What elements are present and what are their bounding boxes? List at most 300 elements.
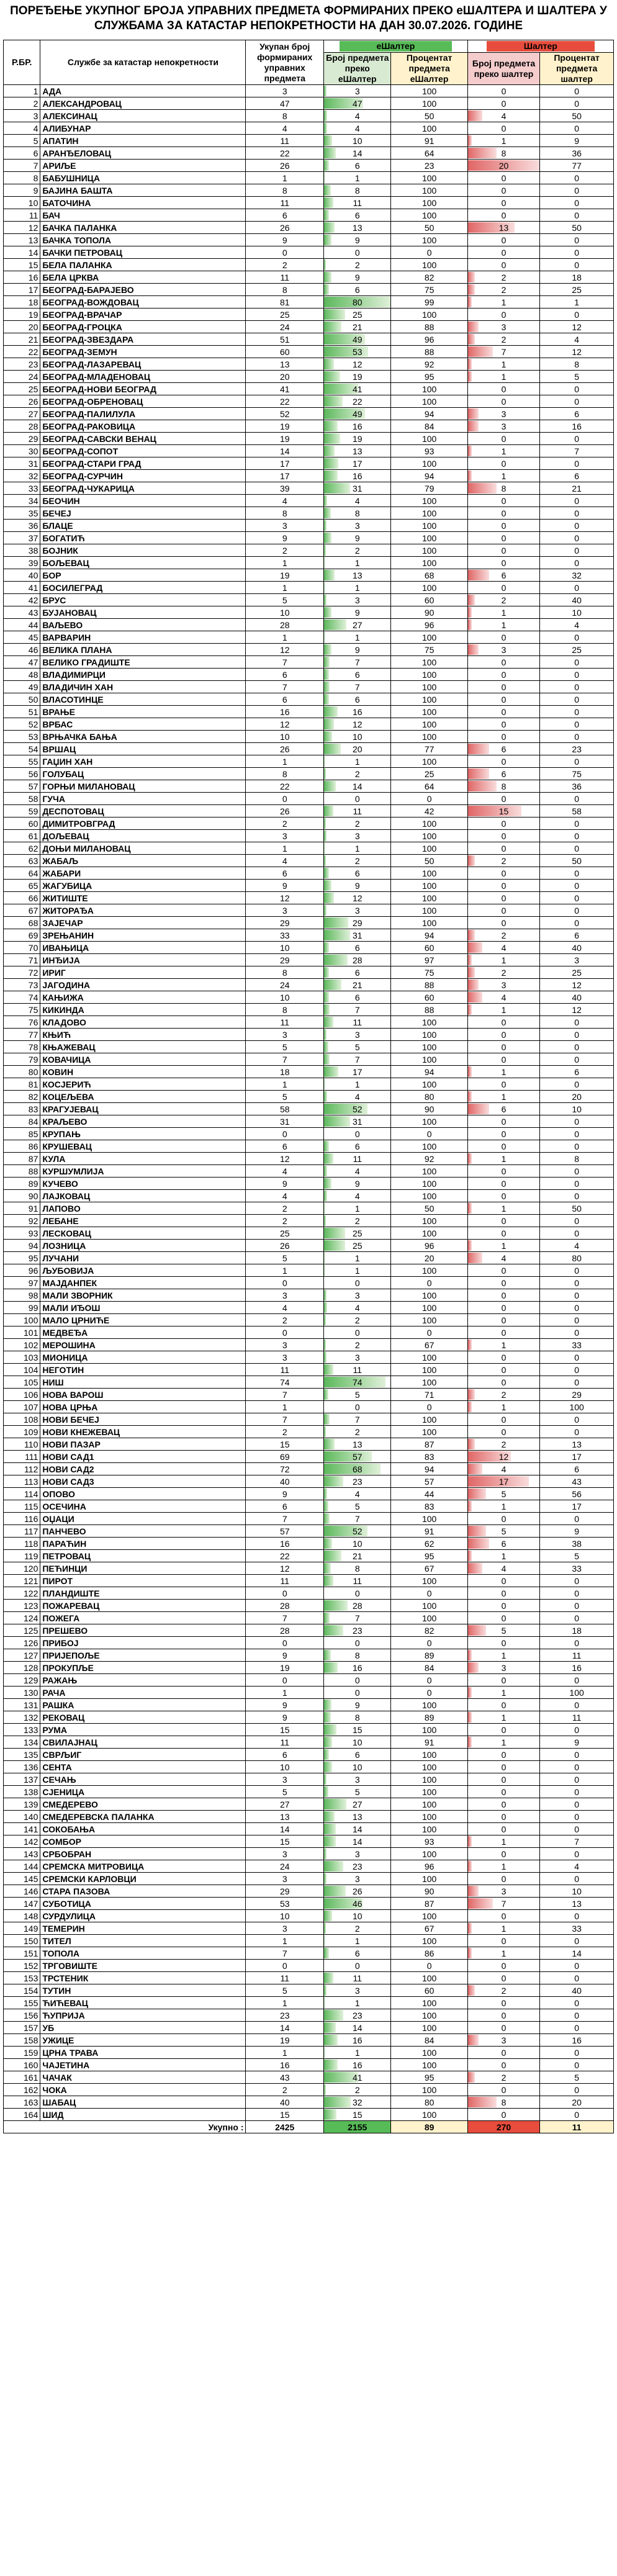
- table-row: [4, 1513, 614, 1525]
- cell-e-pct: 84: [391, 2034, 467, 2047]
- cell-total: 4: [246, 495, 324, 507]
- cell-e-count: [324, 1600, 391, 1612]
- e-count-bar: [324, 322, 341, 332]
- cell-value: 0: [501, 1973, 507, 1983]
- cell-s-count: [467, 1736, 539, 1749]
- cell-e-count: [324, 2034, 391, 2047]
- cell-total: 1: [246, 1997, 324, 2009]
- e-count-bar: [324, 669, 329, 680]
- cell-rb: 132: [4, 1711, 40, 1724]
- table-row: [4, 1624, 614, 1637]
- cell-s-pct: 0: [540, 1513, 614, 1525]
- cell-s-count: [467, 383, 539, 395]
- cell-e-count: [324, 917, 391, 929]
- cell-s-count: [467, 1885, 539, 1898]
- table-row: [4, 1724, 614, 1736]
- e-count-bar: [324, 1749, 329, 1760]
- document-title: ПОРЕЂЕЊЕ УКУПНОГ БРОЈА УПРАВНИХ ПРЕДМЕТА ФОРМИРАНИХ ПРЕКО еШАЛТЕРА И ШАЛТЕРА У СЛУЖБАМА ЗА КАТАСТАР НЕПОКРЕТНОСТИ НА ДАН 30.07.2026. ГОДИНЕ: [10, 4, 607, 32]
- cell-s-pct: 0: [540, 308, 614, 321]
- s-count-bar: [468, 1551, 472, 1561]
- cell-s-pct: 10: [540, 606, 614, 619]
- cell-value: 6: [354, 967, 360, 978]
- cell-rb: 7: [4, 160, 40, 172]
- cell-service-name: ПРИБОЈ: [40, 1637, 246, 1649]
- cell-value: 3: [354, 1849, 360, 1859]
- cell-rb: 110: [4, 1438, 40, 1451]
- cell-value: 0: [501, 831, 507, 841]
- table-row: [4, 1066, 614, 1078]
- cell-total: 11: [246, 197, 324, 209]
- cell-value: 0: [501, 1042, 507, 1052]
- e-count-bar: [324, 595, 327, 605]
- cell-s-pct: 18: [540, 1624, 614, 1637]
- cell-e-count: [324, 1091, 391, 1103]
- cell-value: 0: [354, 793, 360, 804]
- cell-service-name: ДОЉЕВАЦ: [40, 830, 246, 842]
- cell-s-count: [467, 1662, 539, 1674]
- cell-e-count: [324, 904, 391, 917]
- cell-value: 9: [354, 1178, 360, 1189]
- cell-value: 9: [354, 880, 360, 891]
- cell-e-count: [324, 358, 391, 371]
- cell-e-count: [324, 1426, 391, 1438]
- cell-s-count: [467, 1289, 539, 1302]
- cell-value: 23: [352, 1476, 363, 1487]
- cell-rb: 12: [4, 222, 40, 234]
- cell-e-count: [324, 693, 391, 706]
- table-row: [4, 222, 614, 234]
- cell-service-name: БЕОГРАД-САВСКИ ВЕНАЦ: [40, 433, 246, 445]
- cell-s-count: [467, 1376, 539, 1389]
- cell-e-count: [324, 445, 391, 457]
- cell-s-pct: 0: [540, 2047, 614, 2059]
- cell-s-pct: 100: [540, 1401, 614, 1413]
- table-row: [4, 259, 614, 271]
- cell-total: 26: [246, 805, 324, 817]
- e-count-bar: [324, 2109, 336, 2120]
- cell-e-count: [324, 1910, 391, 1922]
- cell-rb: 66: [4, 892, 40, 904]
- cell-rb: 150: [4, 1935, 40, 1947]
- cell-service-name: БОЉЕВАЦ: [40, 557, 246, 569]
- cell-e-count: [324, 768, 391, 780]
- cell-total: 14: [246, 2022, 324, 2034]
- cell-s-pct: 25: [540, 284, 614, 296]
- cell-service-name: БЕОГРАД-ОБРЕНОВАЦ: [40, 395, 246, 408]
- table-row: [4, 1351, 614, 1364]
- table-row: [4, 197, 614, 209]
- cell-value: 19: [352, 433, 363, 444]
- cell-value: 15: [352, 1724, 363, 1735]
- cell-e-count: [324, 209, 391, 222]
- cell-total: 9: [246, 532, 324, 544]
- cell-service-name: ПИРОТ: [40, 1575, 246, 1587]
- cell-rb: 159: [4, 2047, 40, 2059]
- cell-e-count: [324, 880, 391, 892]
- header-s-pct: Процентат предмета шалтер: [540, 53, 614, 85]
- cell-s-pct: 25: [540, 644, 614, 656]
- cell-s-pct: 6: [540, 929, 614, 942]
- cell-value: 1: [354, 173, 360, 183]
- s-count-bar: [468, 1861, 472, 1871]
- cell-value: 1: [501, 1948, 507, 1958]
- cell-service-name: АПАТИН: [40, 135, 246, 147]
- cell-value: 1: [354, 632, 360, 642]
- table-row: [4, 1314, 614, 1326]
- cell-total: 7: [246, 1053, 324, 1066]
- cell-s-count: [467, 97, 539, 110]
- e-count-bar: [324, 1389, 328, 1400]
- cell-e-pct: 100: [391, 557, 467, 569]
- e-count-bar: [324, 917, 348, 928]
- table-row: [4, 1538, 614, 1550]
- cell-e-count: [324, 184, 391, 197]
- e-count-bar: [324, 2010, 343, 2020]
- cell-e-pct: 100: [391, 1873, 467, 1885]
- cell-total: 3: [246, 1351, 324, 1364]
- e-count-bar: [324, 1786, 328, 1797]
- cell-rb: 88: [4, 1165, 40, 1178]
- table-row: [4, 1885, 614, 1898]
- cell-e-pct: 89: [391, 1711, 467, 1724]
- cell-rb: 1: [4, 85, 40, 97]
- cell-e-count: [324, 1165, 391, 1178]
- cell-total: 22: [246, 780, 324, 793]
- cell-value: 0: [354, 1128, 360, 1139]
- cell-rb: 34: [4, 495, 40, 507]
- cell-s-count: [467, 2047, 539, 2059]
- cell-s-count: [467, 1326, 539, 1339]
- cell-rb: 16: [4, 271, 40, 284]
- cell-e-count: [324, 1662, 391, 1674]
- cell-e-count: [324, 1302, 391, 1314]
- cell-e-pct: 100: [391, 631, 467, 644]
- cell-total: 3: [246, 1873, 324, 1885]
- cell-service-name: БЕОГРАД-БАРАЈЕВО: [40, 284, 246, 296]
- table-row: [4, 2096, 614, 2109]
- cell-rb: 57: [4, 780, 40, 793]
- cell-value: 0: [501, 98, 507, 109]
- cell-value: 2: [354, 259, 360, 270]
- cell-e-pct: 64: [391, 147, 467, 160]
- cell-s-pct: 0: [540, 1699, 614, 1711]
- table-row: [4, 1413, 614, 1426]
- cell-e-count: [324, 1215, 391, 1227]
- cell-e-count: [324, 1649, 391, 1662]
- cell-rb: 45: [4, 631, 40, 644]
- table-row: [4, 1848, 614, 1860]
- cell-total: 3: [246, 904, 324, 917]
- cell-value: 6: [354, 669, 360, 680]
- table-row: [4, 1711, 614, 1724]
- cell-s-count: [467, 1016, 539, 1029]
- cell-rb: 104: [4, 1364, 40, 1376]
- cell-value: 6: [354, 942, 360, 953]
- s-count-bar: [468, 1650, 472, 1660]
- cell-rb: 3: [4, 110, 40, 122]
- cell-rb: 13: [4, 234, 40, 246]
- cell-s-count: [467, 1302, 539, 1314]
- cell-value: 0: [501, 2047, 507, 2058]
- table-row: [4, 147, 614, 160]
- cell-value: 28: [352, 955, 363, 965]
- table-row: [4, 445, 614, 457]
- s-count-bar: [468, 1240, 472, 1251]
- cell-s-pct: 75: [540, 768, 614, 780]
- cell-total: 6: [246, 1749, 324, 1761]
- cell-value: 14: [352, 781, 363, 791]
- cell-total: 12: [246, 718, 324, 731]
- table-row: [4, 1860, 614, 1873]
- cell-value: 1: [501, 955, 507, 965]
- s-count-bar: [468, 992, 482, 1002]
- cell-s-count: [467, 1624, 539, 1637]
- cell-service-name: КРАЉЕВО: [40, 1115, 246, 1128]
- table-row: [4, 1575, 614, 1587]
- cell-value: 27: [352, 1799, 363, 1809]
- cell-value: 3: [354, 1290, 360, 1300]
- table-row: [4, 321, 614, 333]
- cell-e-count: [324, 867, 391, 880]
- cell-total: 7: [246, 1513, 324, 1525]
- cell-value: 0: [501, 1675, 507, 1685]
- cell-total: 40: [246, 2096, 324, 2109]
- cell-s-pct: 5: [540, 1550, 614, 1562]
- cell-e-pct: 88: [391, 1004, 467, 1016]
- cell-value: 0: [501, 756, 507, 767]
- e-count-bar: [324, 582, 325, 593]
- cell-e-pct: 92: [391, 358, 467, 371]
- cell-value: 1: [354, 1253, 360, 1263]
- cell-e-count: [324, 1736, 391, 1749]
- cell-service-name: БЕЛА ПАЛАНКА: [40, 259, 246, 271]
- cell-value: 25: [352, 1228, 363, 1238]
- cell-e-pct: 100: [391, 308, 467, 321]
- e-count-bar: [324, 855, 326, 866]
- table-row: [4, 1773, 614, 1786]
- cell-value: 6: [354, 160, 360, 171]
- cell-value: 31: [352, 483, 363, 493]
- cell-value: 0: [501, 669, 507, 680]
- cell-total: 8: [246, 507, 324, 520]
- cell-value: 2: [354, 855, 360, 866]
- cell-service-name: БЕЧЕЈ: [40, 507, 246, 520]
- cell-e-count: [324, 1463, 391, 1475]
- cell-total: 29: [246, 954, 324, 966]
- cell-s-count: [467, 495, 539, 507]
- cell-e-pct: 77: [391, 743, 467, 755]
- cell-value: 5: [354, 1042, 360, 1052]
- table-row: [4, 246, 614, 259]
- cell-s-count: [467, 1637, 539, 1649]
- cell-value: 7: [354, 682, 360, 692]
- cell-e-count: [324, 2047, 391, 2059]
- cell-s-count: [467, 1612, 539, 1624]
- cell-e-pct: 94: [391, 929, 467, 942]
- table-row: [4, 1972, 614, 1984]
- header-s-count: Број предмета преко шалтер: [467, 53, 539, 85]
- e-count-bar: [324, 1873, 327, 1884]
- cell-service-name: ПРОКУПЉЕ: [40, 1662, 246, 1674]
- cell-s-count: [467, 594, 539, 606]
- cell-service-name: БЕОГРАД-ВОЖДОВАЦ: [40, 296, 246, 308]
- cell-service-name: МАЈДАНПЕК: [40, 1277, 246, 1289]
- cell-total: 47: [246, 97, 324, 110]
- cell-total: 41: [246, 383, 324, 395]
- cell-e-pct: 93: [391, 445, 467, 457]
- table-row: [4, 1004, 614, 1016]
- cell-rb: 114: [4, 1488, 40, 1500]
- table-row: [4, 1426, 614, 1438]
- cell-service-name: АЛЕКСИНАЦ: [40, 110, 246, 122]
- totals-e: 2155: [324, 2121, 391, 2133]
- cell-rb: 24: [4, 371, 40, 383]
- cell-s-pct: 0: [540, 1997, 614, 2009]
- cell-rb: 74: [4, 991, 40, 1004]
- totals-total: 2425: [246, 2121, 324, 2133]
- cell-s-pct: 11: [540, 1711, 614, 1724]
- e-count-bar: [324, 1724, 336, 1735]
- cell-service-name: ОПОВО: [40, 1488, 246, 1500]
- cell-rb: 64: [4, 867, 40, 880]
- e-count-bar: [324, 1575, 333, 1586]
- table-row: [4, 1662, 614, 1674]
- cell-s-count: [467, 470, 539, 482]
- cell-s-pct: 0: [540, 1972, 614, 1984]
- cell-e-count: [324, 2071, 391, 2084]
- cell-total: 10: [246, 991, 324, 1004]
- s-count-bar: [468, 980, 479, 990]
- cell-value: 0: [501, 1178, 507, 1189]
- e-count-bar: [324, 607, 331, 618]
- cell-value: 1: [354, 1079, 360, 1089]
- cell-e-count: [324, 147, 391, 160]
- cell-e-pct: 100: [391, 1823, 467, 1835]
- cell-e-pct: 89: [391, 1649, 467, 1662]
- table-row: [4, 644, 614, 656]
- cell-rb: 75: [4, 1004, 40, 1016]
- cell-service-name: АЛИБУНАР: [40, 122, 246, 135]
- s-count-bar: [468, 1488, 486, 1499]
- s-count-bar: [468, 135, 472, 146]
- cell-e-pct: 100: [391, 656, 467, 669]
- e-count-bar: [324, 1824, 336, 1834]
- table-row: [4, 1252, 614, 1264]
- cell-value: 7: [354, 1054, 360, 1065]
- cell-e-pct: 100: [391, 693, 467, 706]
- cell-total: 5: [246, 1091, 324, 1103]
- e-count-bar: [324, 2022, 336, 2033]
- cell-s-pct: 33: [540, 1562, 614, 1575]
- cell-service-name: СЕНТА: [40, 1761, 246, 1773]
- cell-e-count: [324, 259, 391, 271]
- cell-s-pct: 7: [540, 1835, 614, 1848]
- cell-value: 0: [501, 173, 507, 183]
- cell-service-name: ДОЊИ МИЛАНОВАЦ: [40, 842, 246, 855]
- cell-value: 5: [354, 1501, 360, 1511]
- table-row: [4, 284, 614, 296]
- cell-total: 10: [246, 606, 324, 619]
- cell-e-count: [324, 2096, 391, 2109]
- cell-s-pct: 0: [540, 1798, 614, 1811]
- cell-e-pct: 94: [391, 470, 467, 482]
- cell-e-count: [324, 1389, 391, 1401]
- cell-rb: 118: [4, 1538, 40, 1550]
- cell-total: 7: [246, 1612, 324, 1624]
- cell-total: 28: [246, 619, 324, 631]
- cell-e-count: [324, 1587, 391, 1600]
- cell-service-name: НИШ: [40, 1376, 246, 1389]
- s-count-bar: [468, 359, 472, 369]
- cell-e-count: [324, 619, 391, 631]
- table-row: [4, 1811, 614, 1823]
- cell-total: 0: [246, 1277, 324, 1289]
- cell-value: 0: [501, 1079, 507, 1089]
- cell-s-count: [467, 706, 539, 718]
- cell-e-pct: 100: [391, 1612, 467, 1624]
- s-count-bar: [468, 471, 472, 481]
- s-count-bar: [468, 644, 479, 655]
- cell-rb: 147: [4, 1898, 40, 1910]
- e-count-bar: [324, 508, 331, 518]
- cell-rb: 139: [4, 1798, 40, 1811]
- cell-value: 9: [354, 607, 360, 618]
- cell-e-count: [324, 1401, 391, 1413]
- cell-rb: 164: [4, 2109, 40, 2121]
- cell-total: 9: [246, 234, 324, 246]
- cell-total: 1: [246, 1264, 324, 1277]
- cell-s-count: [467, 855, 539, 867]
- cell-value: 13: [352, 570, 363, 580]
- cell-value: 3: [501, 980, 507, 990]
- cell-e-pct: 60: [391, 594, 467, 606]
- cell-total: 10: [246, 731, 324, 743]
- cell-value: 3: [501, 2035, 507, 2045]
- e-count-bar: [324, 1997, 325, 2008]
- cell-e-pct: 71: [391, 1389, 467, 1401]
- cell-service-name: КАЊИЖА: [40, 991, 246, 1004]
- cell-total: 57: [246, 1525, 324, 1538]
- table-row: [4, 1165, 614, 1178]
- cell-value: 1: [501, 1153, 507, 1164]
- table-row: [4, 1153, 614, 1165]
- cell-e-pct: 0: [391, 1960, 467, 1972]
- cell-s-pct: 0: [540, 1302, 614, 1314]
- cell-rb: 123: [4, 1600, 40, 1612]
- cell-rb: 71: [4, 954, 40, 966]
- cell-e-pct: 0: [391, 1687, 467, 1699]
- cell-e-count: [324, 743, 391, 755]
- cell-value: 0: [354, 1675, 360, 1685]
- cell-total: 2: [246, 2084, 324, 2096]
- s-count-bar: [468, 570, 490, 580]
- cell-s-count: [467, 1451, 539, 1463]
- e-count-bar: [324, 744, 341, 754]
- cell-s-pct: 8: [540, 358, 614, 371]
- cell-service-name: СВРЉИГ: [40, 1749, 246, 1761]
- cell-service-name: БЕОГРАД-РАКОВИЦА: [40, 420, 246, 433]
- cell-s-pct: 0: [540, 1935, 614, 1947]
- cell-e-count: [324, 1029, 391, 1041]
- cell-value: 1: [354, 1203, 360, 1214]
- cell-value: 0: [501, 309, 507, 320]
- table-row: [4, 569, 614, 582]
- cell-e-count: [324, 308, 391, 321]
- e-count-bar: [324, 1302, 327, 1313]
- cell-rb: 96: [4, 1264, 40, 1277]
- e-count-bar: [324, 781, 336, 791]
- table-row: [4, 2059, 614, 2071]
